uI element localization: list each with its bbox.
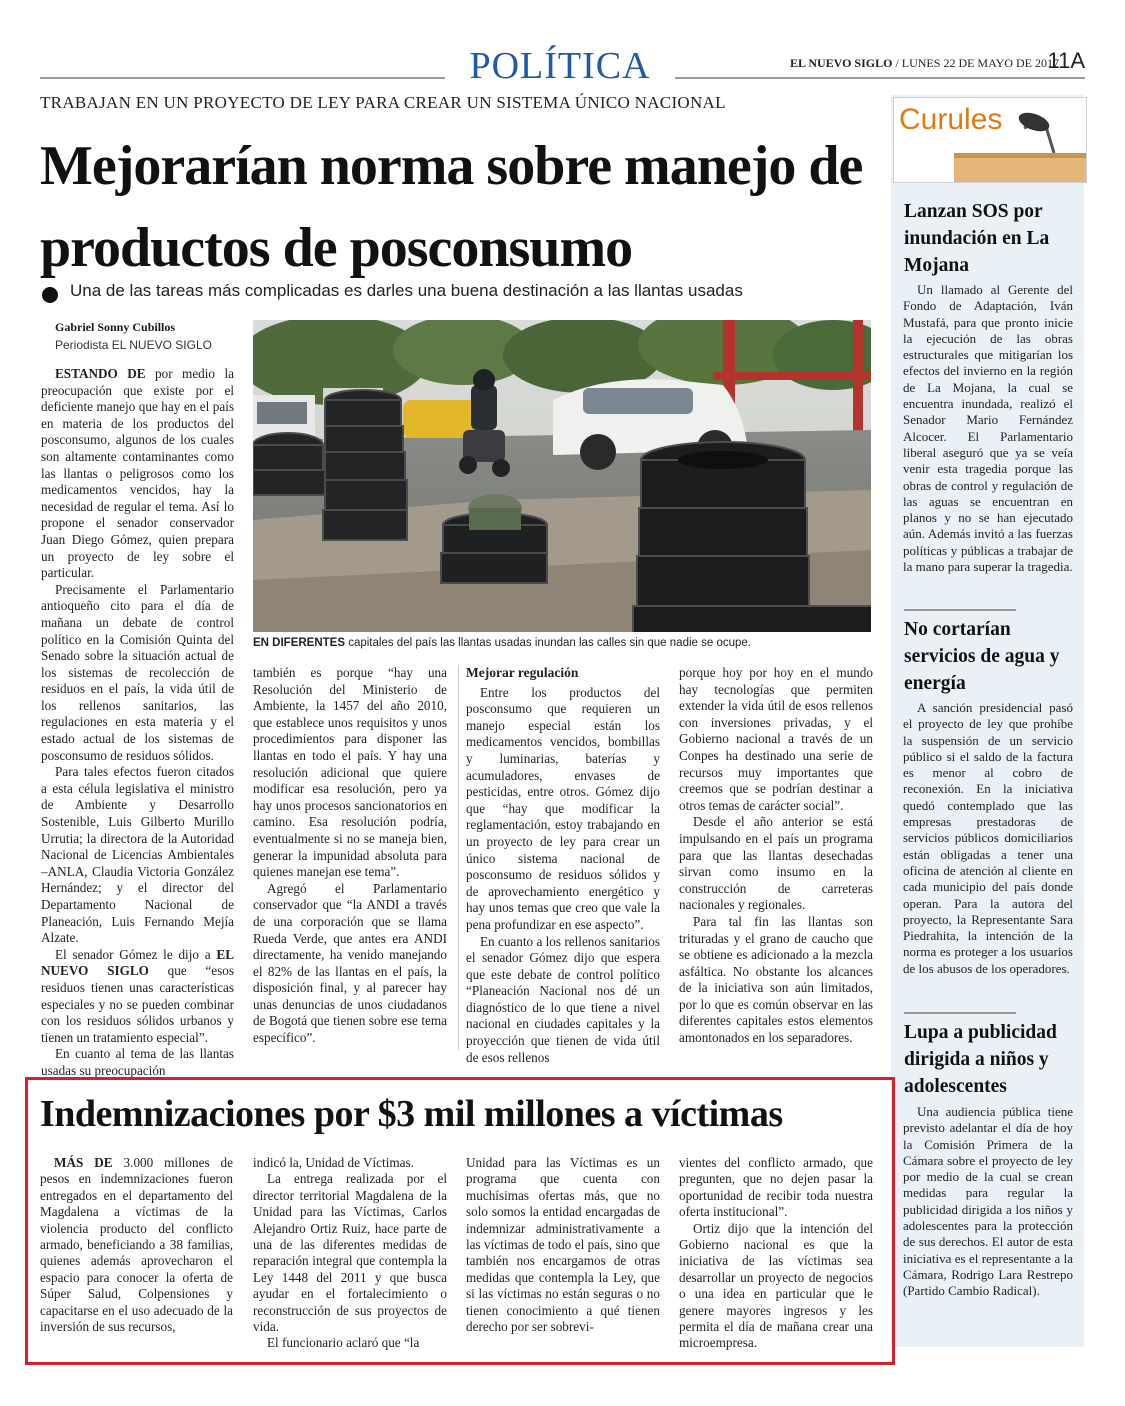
article-subheading: Mejorar regulación [466, 665, 579, 680]
caption-text: capitales del país las llantas usadas inundan las calles sin que nadie se ocupe. [345, 637, 751, 649]
paragraph: El funcionario aclaró que “la [267, 1335, 420, 1351]
header-rule-left [40, 77, 445, 79]
article-column-1 [41, 366, 234, 1080]
section-title: POLÍTICA [469, 45, 651, 87]
tires-photo [253, 320, 871, 632]
article-subhead: Una de las tareas más complicadas es darles una buena destinación a las llantas usadas [70, 281, 743, 300]
paragraph: también es porque “hay una Resolución del Ministerio de Ambiente, la 1457 del año 2010, que establece unos requisitos y unos procedimientos para disponer las llantas en todo el país. Y hay una resolución adicional que quiere modificar esa resolución, pero ya hay unos procesos sancionatorios en camino. Esa resolución podría, eventualmente si no se maneja bien, generar la impunidad absoluta para quienes manejan ese tema”. [253, 665, 447, 880]
paragraph: El senador Gómez le dijo a EL NUEVO SIGLO que “esos residuos tienen unas características especiales y no se pueden combinar con los residuos sólidos urbanos y tienen un tratamiento especial”. [41, 946, 234, 1045]
header-rule-right [675, 77, 1085, 79]
paragraph: Agregó el Parlamentario conservador que “la ANDI a través de una corporación que se llama Rueda Verde, que antes era ANDI directamente, ha venido manejando el 82% de las llantas en el país, la disposición final, y al parecer hay unas denuncias de unos ciudadanos de Bogotá que tienen sobre ese tema específico”. [253, 880, 447, 1046]
sidebar-title: Curules [899, 103, 1003, 136]
sidebar-item-title: Lanzan SOS por inundación en La Mojana [904, 201, 1050, 276]
photo-caption [253, 637, 873, 649]
byline-role: Periodista EL NUEVO SIGLO [55, 338, 212, 352]
paragraph: por medio la preocupación que existe por el deficiente manejo que hay en el país en materia de los productos del posconsumo, algunos de los cuales son altamente contaminantes como las llantas o peligrosos como los medicamentos vencidos, hay la necesidad de regular el tema. Así lo propone el senador conservador Juan Diego Gómez, quien prepara un proyecto de ley sobre el particular. [41, 366, 234, 581]
column-divider [458, 665, 459, 1050]
article-kicker: TRABAJAN EN UN PROYECTO DE LEY PARA CREAR UN SISTEMA ÚNICO NACIONAL [40, 93, 726, 112]
article-column-3 [466, 665, 660, 1066]
bottom-lead: MÁS DE [54, 1155, 113, 1170]
sidebar-item-text: Una audiencia pública tiene previsto adelantar el día de hoy la Comisión Primera de la Cámara sobre el proyecto de ley por medio de la cual se crean medidas para regular la publicidad dirigida a los niños y adolescentes para la protección de sus derechos. El autor de esta iniciativa es el representante a la Cámara, Rodrigo Lara Restrepo (Partido Cambio Radical). [903, 1104, 1073, 1299]
paragraph: Unidad para las Víctimas es un programa que cuenta con muchísimas ofertas más, que no solo somos la entidad encargadas de indemnizar administrativamente a las víctimas de todo el país, sino que también nos encargamos de otras medidas que contempla la Ley, que si las víctimas no están seguras o no tienen conocimiento a qué tienen derecho por ser sobrevi- [466, 1155, 660, 1335]
paragraph: Desde el año anterior se está impulsando en el país un programa para que las llantas desechadas sirvan como insumo en la construcción de carreteras nacionales y regionales. [679, 814, 873, 913]
bottom-column-2 [253, 1155, 447, 1352]
issue-date: / LUNES 22 DE MAYO DE 2017 [895, 56, 1059, 70]
paragraph: vientes del conflicto armado, que pregunten, que no dejen pasar la oportunidad de recibir toda nuestra oferta institucional”. [679, 1155, 873, 1220]
bottom-headline: Indemnizaciones por $3 mil millones a víctimas [40, 1093, 783, 1135]
bottom-column-4 [679, 1155, 873, 1352]
article-column-2 [253, 665, 447, 1047]
paragraph: La entrega realizada por el director territorial Magdalena de la Unidad para las Víctimas, Carlos Alejandro Ortiz Ruiz, hace parte de una de las diferentes medidas de reparación integral que contempla la Ley 1448 del 2011 y que busca ayudar en el fortalecimiento o reconstrucción de sus proyectos de vida. [253, 1171, 447, 1335]
byline-author: Gabriel Sonny Cubillos [55, 320, 176, 334]
paragraph: 3.000 millones de pesos en indemnizaciones fueron entregados en el departamento del Magdalena a víctimas de la violencia producto del conflicto armado, beneficiando a 38 familias, quienes además aprovecharon el espacio para conocer la oferta de Súper Salud, Colpensiones y capacitarse en el uso adecuado de la inversión de sus recursos, [40, 1155, 234, 1335]
sidebar-item-title: Lupa a publicidad dirigida a niños y adolescentes [904, 1022, 1057, 1097]
paragraph: Precisamente el Parlamentario antioqueño cito para el día de mañana un debate de control político en la Comisión Quinta del Senado sobre la situación actual de los sistemas de recolección de residuos en el país, la vida útil de los rellenos sanitarios, las regulaciones en esta materia y el estado actual de los sistemas de posconsumo de residuos sólidos. [41, 581, 234, 763]
paper-name: EL NUEVO SIGLO [789, 56, 893, 70]
sidebar-item-text: Un llamado al Gerente del Fondo de Adaptación, Iván Mustafá, para que pronto inicie la ejecución de las obras estructurales que mitigarían los efectos del invierno en la región de La Mojana, la cual se encuentra inundada, realizó el Senador Mario Fernández Alcocer. El Parlamentario liberal aseguró que ya se veía venir esta tragedia porque las obras de control y regulación de las aguas se encuentran en planos y no se han ejecutado aún. Además invitó a las fuerzas políticas y públicas a trabajar de la mano para superar la tragedia. [903, 282, 1073, 575]
paragraph: Ortiz dijo que la intención del Gobierno nacional es que la iniciativa de las víctimas sea desarrollar un proyecto de negocios o una idea en particular que le genere mayores ingresos y les permita el día de mañana crear una microempresa. [679, 1220, 873, 1351]
article-column-4 [679, 665, 873, 1047]
caption-lead: EN DIFERENTES [253, 637, 346, 649]
paragraph: En cuanto a los rellenos sanitarios el senador Gómez dijo que espera que este debate de control político “Planeación Nacional nos dé un diagnóstico de lo que tiene a nivel nacional en ciudades capitales y la proyección que tienen de vida útil de esos rellenos [466, 933, 660, 1065]
sidebar-divider [904, 609, 1016, 611]
page-number: 11A [1047, 48, 1085, 73]
paragraph: Entre los productos del posconsumo que requieren un manejo especial están los medicamentos vencidos, bombillas y luminarias, baterías y acumuladores, envases de pesticidas, entre otros. Gómez dijo que “hay que modificar la reglamentación, estoy trabajando en un proyecto de ley para crear un único sistema nacional de posconsumo de residuos sólidos y de aprovechamiento energético y hay unos temas que creo que vale la pena profundizar en ese aspecto”. [466, 684, 660, 932]
paragraph: indicó la, Unidad de Víctimas. [253, 1155, 414, 1170]
tires-photo-illustration [253, 320, 871, 632]
article-headline: Mejorarían norma sobre manejo de productos de posconsumo [40, 135, 863, 279]
paragraph: Para tales efectos fueron citados a esta célula legislativa el ministro de Ambiente y Desarrollo Sostenible, Luis Gilberto Murillo Urrutia; la directora de la Autoridad Nacional de Licencias Ambientales –ANLA, Claudia Victoria González Hernández; y el director del Departamento Nacional de Planeación, Luis Fernando Mejía Alzate. [41, 764, 234, 946]
paragraph: porque hoy por hoy en el mundo hay tecnologías que permiten extender la vida útil de esos rellenos con inversiones privadas, y el Gobierno nacional a través de un Conpes ha destinado una serie de recursos muy importantes que creemos que se podrían destinar a otros temas de carácter social”. [679, 665, 873, 813]
paragraph: Para tal fin las llantas son trituradas y el grano de caucho que se obtiene es adicionado a la mezcla asfáltica. No obstante los alcances de la iniciativa son aún limitados, por lo que es común observar en las diferentes capitales estos elementos amontonados en los separadores. [679, 913, 873, 1046]
sidebar-item-text: A sanción presidencial pasó el proyecto de ley que prohíbe la suspensión de un servicio público si el saldo de la factura es menor al cobro de reconexión. En la iniciativa quedó contemplado que las empresas prestadoras de servicios públicos domiciliarios están obligadas a tener una oficina de atención al cliente en cada municipio del país donde operan. Para la autora del proyecto, la Representante Sara Piedrahita, la intención de la norma es proteger a los usuarios de los abusos de los operadores. [903, 700, 1073, 976]
masthead [790, 56, 1059, 71]
article-lead: ESTANDO DE [55, 366, 146, 381]
sidebar-item-title: No cortarían servicios de agua y energía [904, 619, 1060, 694]
bullet-icon [42, 287, 58, 303]
bottom-column-1 [40, 1155, 233, 1335]
sidebar-divider [904, 1012, 1016, 1014]
paragraph: En cuanto al tema de las llantas usadas su preocupación [41, 1046, 234, 1078]
bottom-column-3 [466, 1155, 660, 1335]
